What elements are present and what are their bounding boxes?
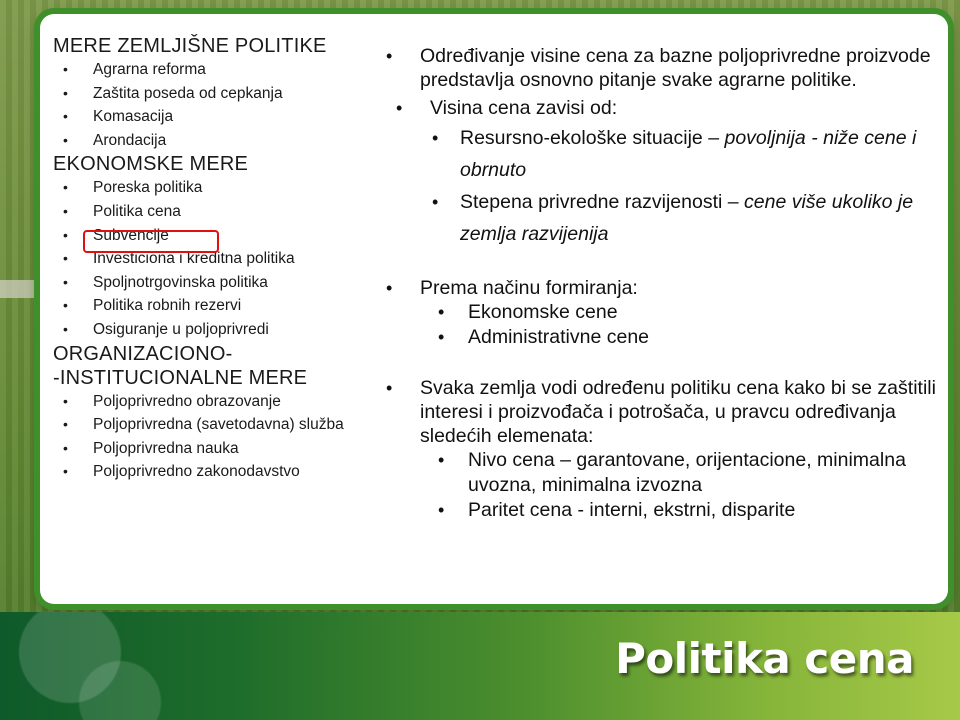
- bullet-economic-prices: • Ekonomske cene: [380, 300, 940, 325]
- list-item: • Investiciona i kreditna politika: [53, 247, 383, 271]
- spacer: [380, 350, 940, 376]
- bullet-resource-situation: [380, 122, 940, 186]
- list-item: • Subvencije: [53, 224, 383, 248]
- bullet-price-level: • Nivo cena – garantovane, orijentacione, minimalna uvozna, minimalna izvozna: [380, 448, 940, 498]
- spacer: [380, 250, 940, 276]
- section-list-institutional: [53, 390, 383, 484]
- bullet-formation: • Prema načinu formiranja:: [380, 276, 940, 300]
- list-item: • Poljoprivredna nauka: [53, 437, 383, 461]
- list-item: • Poljoprivredno zakonodavstvo: [53, 460, 383, 484]
- slide-title: Politika cena: [615, 634, 914, 683]
- bullet-price-determination: • Određivanje visine cena za bazne poljoprivredne proizvode predstavlja osnovno pitanje svake agrarne politike.: [380, 44, 940, 92]
- text-normal: Stepena privredne razvijenosti –: [460, 191, 744, 213]
- list-item: • Poreska politika: [53, 176, 383, 200]
- content-text: [380, 44, 940, 523]
- list-item: • Zaštita poseda od cepkanja: [53, 82, 383, 106]
- bullet-price-depends: • Visina cena zavisi od:: [380, 96, 940, 120]
- section-heading-economic: EKONOMSKE MERE: [53, 153, 249, 176]
- list-item: • Poljoprivredna (savetodavna) služba: [53, 413, 383, 437]
- list-item: • Poljoprivredno obrazovanje: [53, 390, 383, 414]
- list-item: • Osiguranje u poljoprivredi: [53, 318, 383, 342]
- text-italic: cene više ukoliko je zemlja razvijenija: [460, 191, 914, 245]
- leaf-decoration: [10, 612, 180, 720]
- section-heading-institutional-2: -INSTITUCIONALNE MERE: [53, 366, 308, 389]
- bullet-administrative-prices: • Administrativne cene: [380, 325, 940, 350]
- list-item: • Komasacija: [53, 105, 383, 129]
- section-heading-land: MERE ZEMLJIŠNE POLITIKE: [53, 35, 327, 57]
- slide-card: [40, 14, 948, 604]
- measures-list: [53, 34, 383, 484]
- list-item: • Politika robnih rezervi: [53, 294, 383, 318]
- section-list-economic: [53, 176, 383, 341]
- list-item: • Agrarna reforma: [53, 58, 383, 82]
- section-list-land: [53, 58, 383, 152]
- bullet-price-policy: • Svaka zemlja vodi određenu politiku cena kako bi se zaštitili interesi i proizvođača i potrošača, u pravcu određivanja sledećih elemenata:: [380, 376, 940, 448]
- list-item: • Arondacija: [53, 129, 383, 153]
- list-item-price-policy: • Politika cena: [53, 200, 383, 224]
- text-normal: Resursno-ekološke situacije –: [460, 127, 725, 149]
- bullet-development-level: [380, 186, 940, 250]
- list-item: • Spoljnotrgovinska politika: [53, 271, 383, 295]
- bullet-price-parity: • Paritet cena - interni, ekstrni, disparite: [380, 498, 940, 523]
- section-heading-institutional-1: ORGANIZACIONO-: [53, 342, 233, 365]
- highlight-box: [83, 230, 219, 253]
- text-italic: povoljnija - niže cene i obrnuto: [460, 127, 917, 181]
